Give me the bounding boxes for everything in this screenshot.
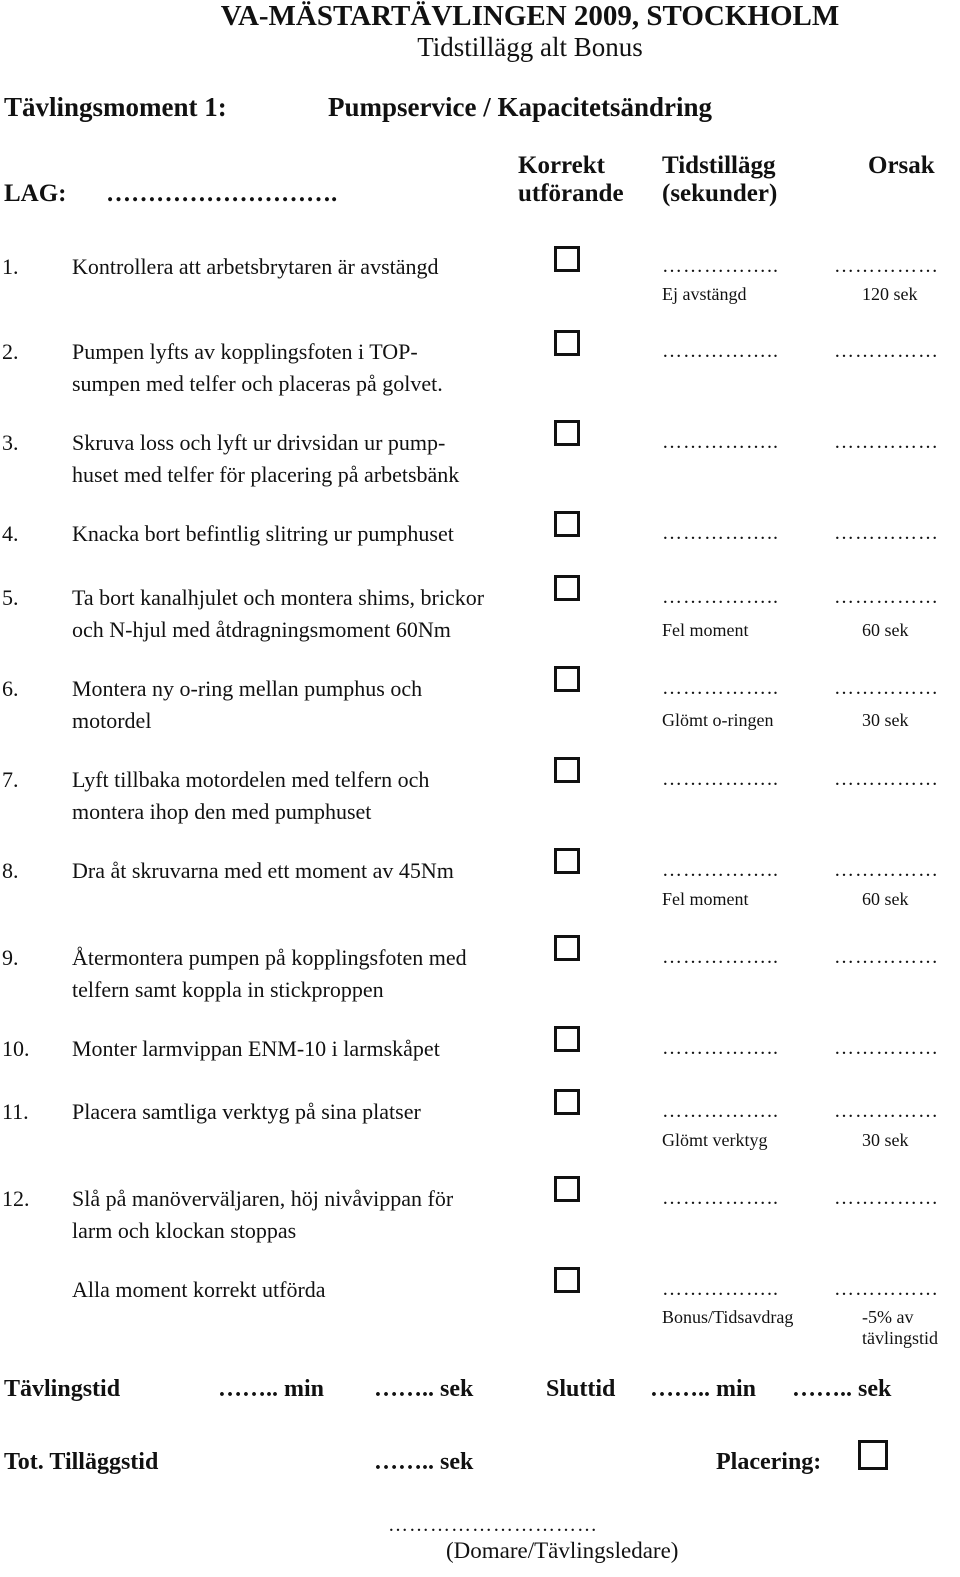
checkbox-all-correct[interactable]	[554, 1267, 580, 1293]
item-number: 5.	[2, 585, 19, 610]
col-korrekt-2: utförande	[518, 180, 624, 207]
bonus-penalty-line2: tävlingstid	[862, 1328, 938, 1348]
tidstillagg-field[interactable]: ……………..	[662, 1278, 779, 1300]
orsak-field[interactable]: ……………	[834, 255, 939, 277]
checkbox-item-5[interactable]	[554, 575, 580, 601]
bonus-reason: Bonus/Tidsavdrag	[662, 1307, 794, 1327]
item-text: Montera ny o-ring mellan pumphus och	[72, 676, 423, 701]
tidstillagg-field[interactable]: ……………..	[662, 677, 779, 699]
item-text: Skruva loss och lyft ur drivsidan ur pump-	[72, 430, 446, 455]
col-orsak: Orsak	[868, 152, 935, 179]
orsak-field[interactable]: ……………	[834, 1278, 939, 1300]
tidstillagg-field[interactable]: ……………..	[662, 431, 779, 453]
checkbox-item-6[interactable]	[554, 666, 580, 692]
tidstillagg-field[interactable]: ……………..	[662, 522, 779, 544]
item-text-line2: och N-hjul med åtdragningsmoment 60Nm	[72, 617, 451, 642]
item-text: Lyft tillbaka motordelen med telfern och	[72, 767, 430, 792]
item-text-line2: motordel	[72, 708, 152, 733]
col-tidstillagg-2: (sekunder)	[662, 180, 778, 207]
item-number: 8.	[2, 858, 19, 883]
sluttid-sek-field[interactable]: …….. sek	[792, 1376, 892, 1402]
item-text: Kontrollera att arbetsbrytaren är avstängd	[72, 254, 439, 279]
item-number: 9.	[2, 945, 19, 970]
item-text-line2: huset med telfer för placering på arbetsbänk	[72, 462, 460, 487]
placering-label: Placering:	[716, 1449, 822, 1475]
orsak-field[interactable]: ……………	[834, 677, 939, 699]
checkbox-item-4[interactable]	[554, 511, 580, 537]
tot-tillaggstid-sek-field[interactable]: …….. sek	[374, 1449, 474, 1475]
item-number: 2.	[2, 339, 19, 364]
tavlingstid-label: Tävlingstid	[4, 1376, 121, 1402]
signature-line[interactable]: …………………………	[388, 1514, 598, 1536]
tidstillagg-field[interactable]: ……………..	[662, 1187, 779, 1209]
checkbox-item-3[interactable]	[554, 420, 580, 446]
lag-label: LAG:	[4, 180, 67, 207]
item-reason: Ej avstängd	[662, 284, 747, 304]
tidstillagg-field[interactable]: ……………..	[662, 340, 779, 362]
tot-tillaggstid-label: Tot. Tilläggstid	[4, 1449, 159, 1475]
document-subtitle: Tidstillägg alt Bonus	[417, 32, 643, 62]
item-reason: Glömt o-ringen	[662, 710, 774, 730]
tidstillagg-field[interactable]: ……………..	[662, 946, 779, 968]
item-reason: Fel moment	[662, 620, 749, 640]
orsak-field[interactable]: ……………	[834, 946, 939, 968]
item-penalty: 30 sek	[862, 1130, 909, 1150]
checkbox-item-10[interactable]	[554, 1026, 580, 1052]
tidstillagg-field[interactable]: ……………..	[662, 768, 779, 790]
checkbox-item-11[interactable]	[554, 1089, 580, 1115]
orsak-field[interactable]: ……………	[834, 586, 939, 608]
tidstillagg-field[interactable]: ……………..	[662, 1037, 779, 1059]
orsak-field[interactable]: ……………	[834, 1187, 939, 1209]
checkbox-item-9[interactable]	[554, 935, 580, 961]
item-number: 6.	[2, 676, 19, 701]
item-penalty: 60 sek	[862, 889, 909, 909]
item-number: 4.	[2, 521, 19, 546]
orsak-field[interactable]: ……………	[834, 1100, 939, 1122]
item-text: Monter larmvippan ENM-10 i larmskåpet	[72, 1036, 440, 1061]
item-number: 7.	[2, 767, 19, 792]
orsak-field[interactable]: ……………	[834, 522, 939, 544]
all-correct-text: Alla moment korrekt utförda	[72, 1277, 326, 1302]
document-title: VA-MÄSTARTÄVLINGEN 2009, STOCKHOLM	[220, 0, 840, 32]
orsak-field[interactable]: ……………	[834, 859, 939, 881]
item-number: 11.	[2, 1099, 29, 1124]
item-text-line2: sumpen med telfer och placeras på golvet.	[72, 371, 443, 396]
sluttid-label: Sluttid	[546, 1376, 616, 1402]
tidstillagg-field[interactable]: ……………..	[662, 1100, 779, 1122]
moment-name: Pumpservice / Kapacitetsändring	[328, 92, 712, 122]
sluttid-min-field[interactable]: …….. min	[650, 1376, 757, 1402]
tidstillagg-field[interactable]: ……………..	[662, 859, 779, 881]
item-penalty: 30 sek	[862, 710, 909, 730]
checkbox-item-12[interactable]	[554, 1176, 580, 1202]
checkbox-item-2[interactable]	[554, 330, 580, 356]
item-reason: Glömt verktyg	[662, 1130, 768, 1150]
item-number: 3.	[2, 430, 19, 455]
tidstillagg-field[interactable]: ……………..	[662, 586, 779, 608]
tavlingstid-min-field[interactable]: …….. min	[218, 1376, 325, 1402]
item-text: Slå på manöverväljaren, höj nivåvippan för	[72, 1186, 454, 1211]
signature-label: (Domare/Tävlingsledare)	[446, 1538, 679, 1563]
item-text-line2: montera ihop den med pumphuset	[72, 799, 372, 824]
item-text: Pumpen lyfts av kopplingsfoten i TOP-	[72, 339, 418, 364]
placering-box[interactable]	[858, 1440, 888, 1470]
col-tidstillagg-1: Tidstillägg	[662, 152, 776, 179]
item-text: Ta bort kanalhjulet och montera shims, brickor	[72, 585, 485, 610]
item-penalty: 60 sek	[862, 620, 909, 640]
col-korrekt-1: Korrekt	[518, 152, 606, 179]
bonus-penalty: -5% av	[862, 1307, 914, 1327]
item-text-line2: telfern samt koppla in stickproppen	[72, 977, 384, 1002]
item-text: Knacka bort befintlig slitring ur pumphuset	[72, 521, 454, 546]
orsak-field[interactable]: ……………	[834, 1037, 939, 1059]
item-text: Återmontera pumpen på kopplingsfoten med	[72, 945, 467, 970]
orsak-field[interactable]: ……………	[834, 431, 939, 453]
item-number: 12.	[2, 1186, 30, 1211]
tidstillagg-field[interactable]: ……………..	[662, 255, 779, 277]
item-penalty: 120 sek	[862, 284, 918, 304]
checkbox-item-7[interactable]	[554, 757, 580, 783]
lag-value[interactable]: ……………………….	[106, 180, 338, 207]
tavlingstid-sek-field[interactable]: …….. sek	[374, 1376, 474, 1402]
item-number: 1.	[2, 254, 19, 279]
item-text-line2: larm och klockan stoppas	[72, 1218, 297, 1243]
item-reason: Fel moment	[662, 889, 749, 909]
checkbox-item-8[interactable]	[554, 848, 580, 874]
item-text: Dra åt skruvarna med ett moment av 45Nm	[72, 858, 454, 883]
item-number: 10.	[2, 1036, 30, 1061]
orsak-field[interactable]: ……………	[834, 768, 939, 790]
moment-label: Tävlingsmoment 1:	[4, 92, 227, 122]
orsak-field[interactable]: ……………	[834, 340, 939, 362]
checkbox-item-1[interactable]	[554, 246, 580, 272]
item-text: Placera samtliga verktyg på sina platser	[72, 1099, 421, 1124]
